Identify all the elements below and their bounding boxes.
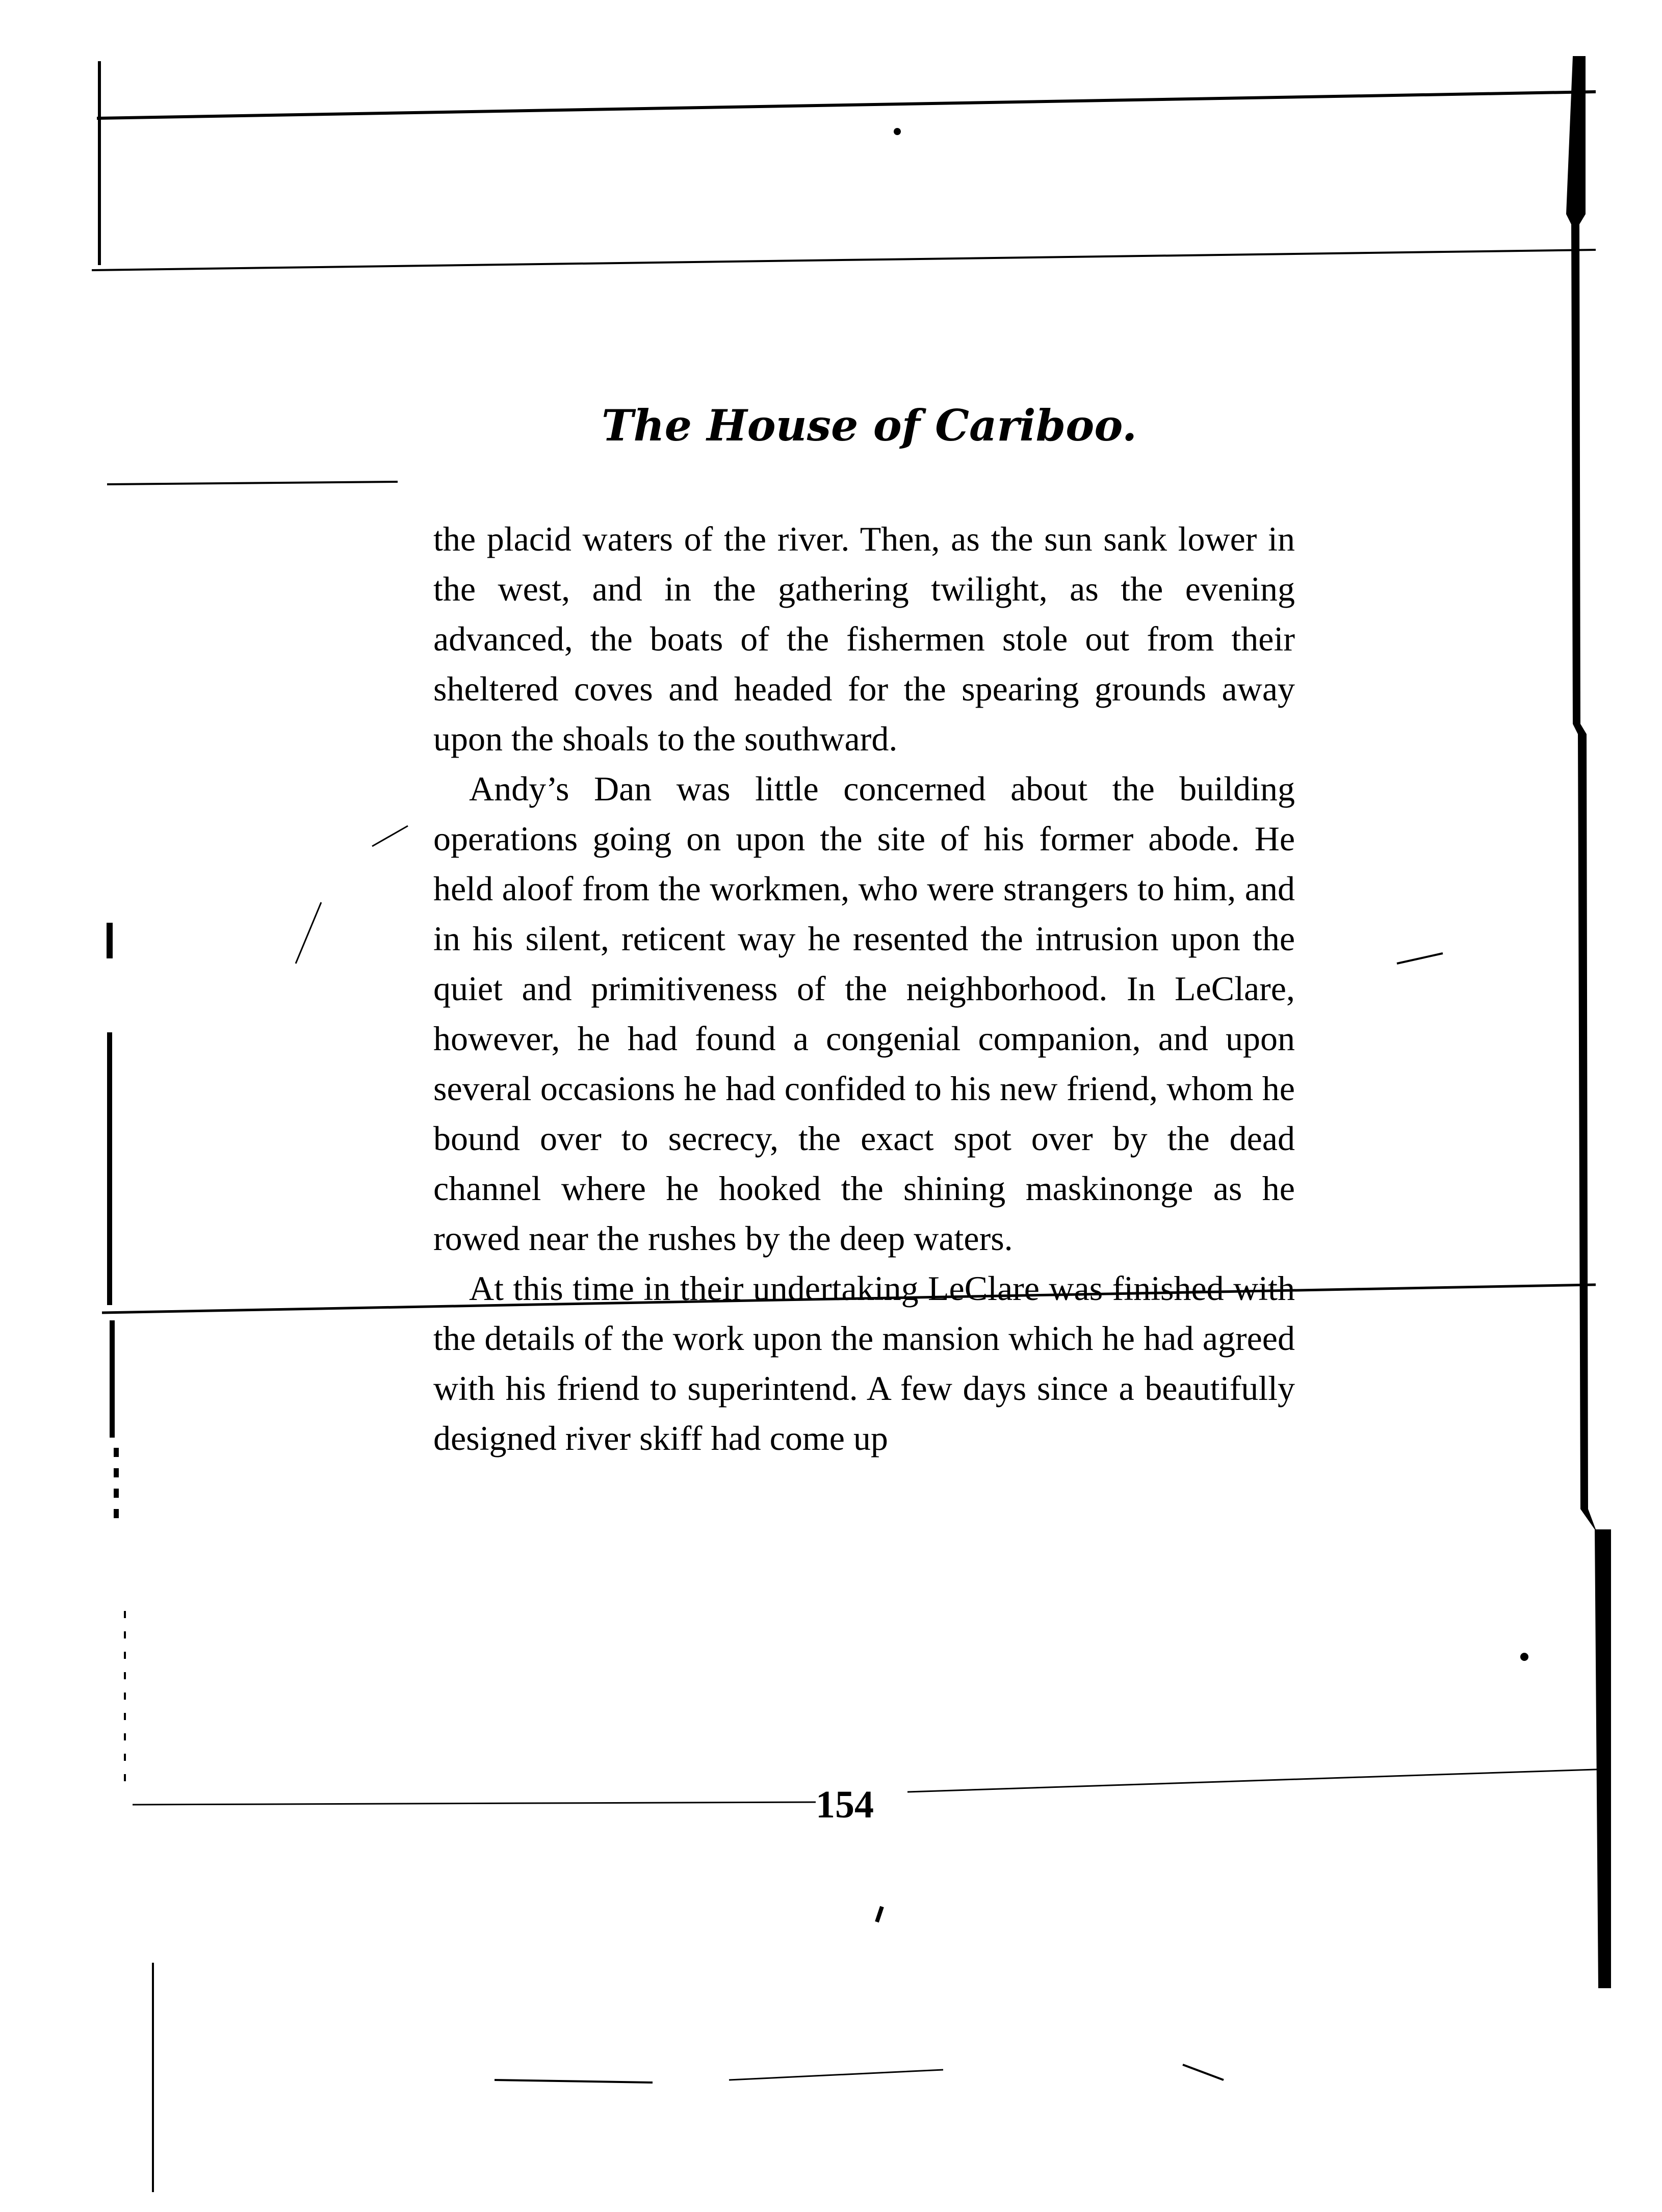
scan-line [107,482,398,484]
scan-line [907,1769,1611,1792]
right-edge-binding [1566,56,1611,1988]
stray-stroke [296,902,321,964]
paragraph: the placid waters of the river. Then, as the sun sank lower in the west, and in the gathering twilight, as the evening advanced, the boats of the fishermen stole out from their sheltered coves and headed for the spearing grounds away upon the shoals to the southward. [433,519,1295,758]
speck [894,128,901,135]
stray-stroke [1397,953,1443,964]
paragraph: At this time in their undertaking LeClare was finished with the details of the work upon the mansion which he had agreed with his friend to superintend. A few days since a beautifully designed river skiff had come up [433,1269,1295,1458]
scan-line [133,1802,816,1805]
stray-stroke [372,826,408,846]
stray-stroke [729,2070,943,2080]
page-number: 154 [816,1783,874,1826]
running-title: The House of Cariboo. [602,400,1137,451]
scan-line [92,250,1596,270]
stray-stroke [1183,2065,1224,2080]
paragraph: Andy’s Dan was little concerned about the building operations going on upon the site of his former abode. He held aloof from the workmen, who were strangers to him, and in his silent, reticent way he resented the intrusion upon the quiet and primitiveness of the neighborhood. In LeClare, however, he had found a congenial companion, and upon several occasions he had confided to his new friend, whom he bound over to secrecy, the exact spot over by the dead channel where he hooked the shining maskinonge as he rowed near the rushes by the deep waters. [433,769,1295,1258]
scan-line [97,92,1596,118]
stray-stroke [877,1907,882,1922]
body-text [433,514,1295,1463]
stray-stroke [495,2080,653,2083]
speck [1520,1653,1528,1661]
